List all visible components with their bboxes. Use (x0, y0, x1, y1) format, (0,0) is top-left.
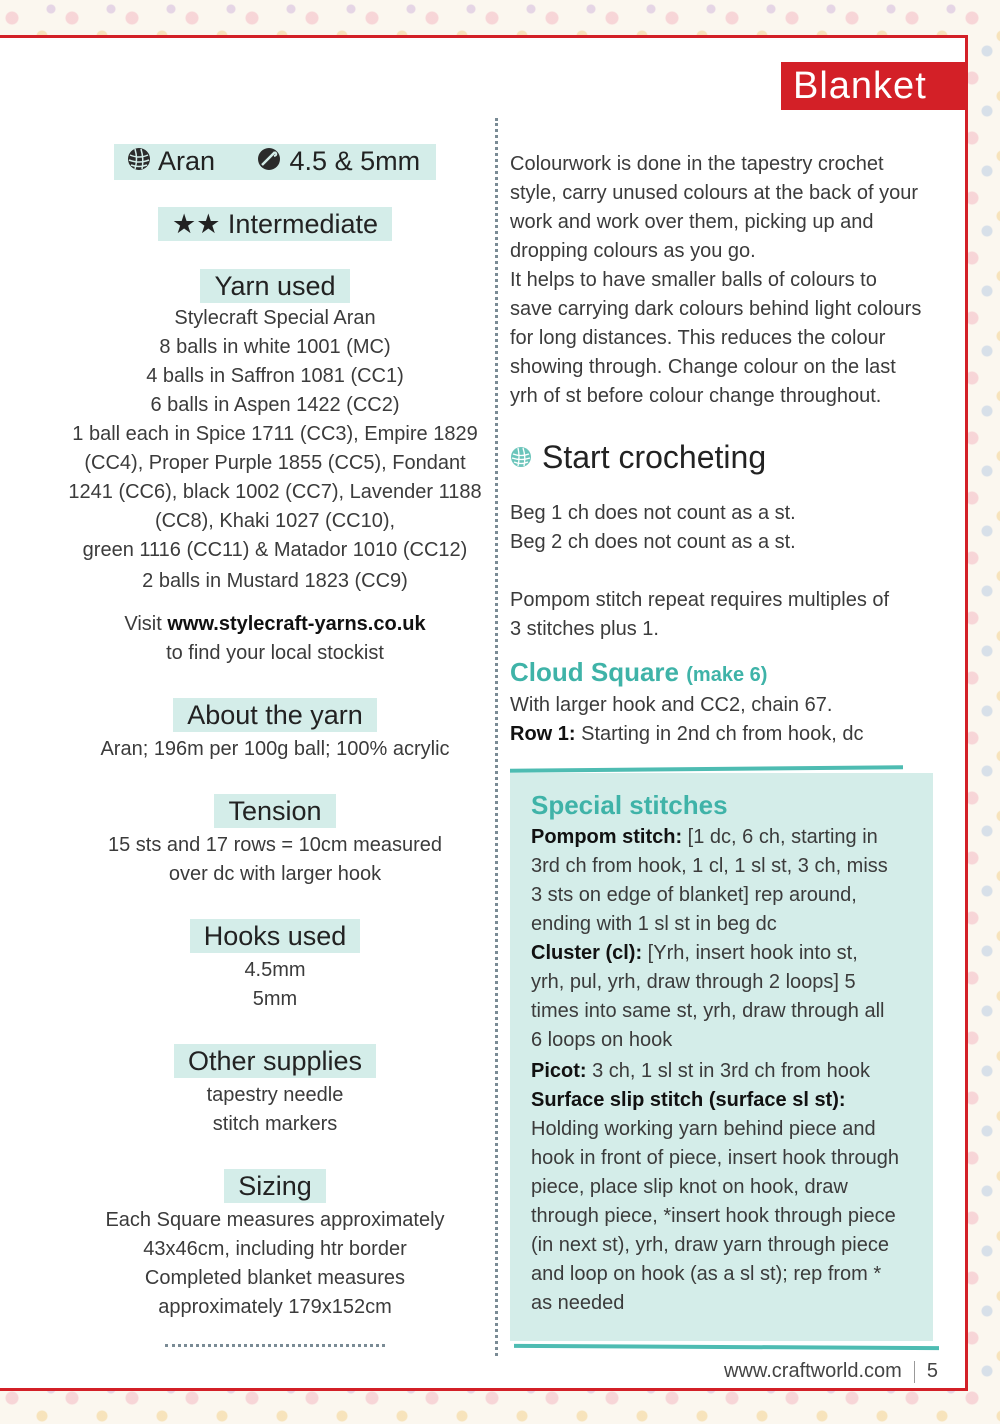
yarn-line: 4 balls in Saffron 1081 (CC1) (146, 364, 404, 387)
surface-slip-stitch (531, 1086, 913, 1318)
yarn-line: 1 ball each in Spice 1711 (CC3), Empire 1829 (72, 422, 478, 445)
difficulty-badge (158, 207, 392, 241)
difficulty-stars: ★★ (171, 208, 221, 239)
surface-label: Surface slip stitch (surface sl st): (531, 1089, 846, 1111)
special-stitches-box (510, 773, 933, 1341)
sizing-line: 43x46cm, including htr border (143, 1237, 407, 1260)
yarn-ball-icon (510, 437, 532, 477)
sizing-line: Completed blanket measures (144, 1266, 406, 1289)
difficulty-label: Intermediate (227, 208, 379, 239)
yarn-hook-badge (114, 144, 436, 180)
hook-line: 4.5mm (244, 958, 306, 981)
page-number: 5 (926, 1360, 938, 1382)
other-supplies-heading: Other supplies (174, 1044, 376, 1078)
cluster-line: times into same st, yrh, draw through all (531, 1000, 885, 1022)
start-note: Beg 2 ch does not count as a st. (510, 531, 796, 553)
cluster-stitch (531, 939, 913, 1055)
about-yarn-heading: About the yarn (173, 698, 377, 732)
intro-line: It helps to have smaller balls of colours to (510, 269, 877, 291)
surface-line: (in next st), yrh, draw yarn through piece (531, 1234, 889, 1256)
start-note: 3 stitches plus 1. (510, 618, 659, 640)
cloud-square-heading (510, 656, 940, 691)
intro-line: dropping colours as you go. (510, 240, 756, 262)
intro-line: work and work over them, picking up and (510, 211, 874, 233)
sizing-heading: Sizing (224, 1169, 326, 1203)
instructions-column (510, 115, 940, 749)
surface-line: and loop on hook (as a sl st); rep from * (531, 1263, 882, 1285)
yarn-line: 8 balls in white 1001 (MC) (159, 335, 391, 358)
pompom-line: [1 dc, 6 ch, starting in (682, 826, 878, 848)
intro-line: for long distances. This reduces the colour (510, 327, 886, 349)
cluster-line: 6 loops on hook (531, 1029, 673, 1051)
pompom-line: ending with 1 sl st in beg dc (531, 913, 777, 935)
stylecraft-link[interactable]: www.stylecraft-yarns.co.uk (167, 612, 426, 635)
surface-line: as needed (531, 1292, 625, 1314)
yarn-line: 2 balls in Mustard 1823 (CC9) (142, 569, 408, 592)
intro-text (510, 150, 940, 411)
cloud-square-row1 (510, 720, 940, 749)
surface-line: Holding working yarn behind piece and (531, 1118, 876, 1140)
intro-line: save carrying dark colours behind light colours (510, 298, 922, 320)
hook-icon (256, 146, 282, 180)
yarn-ball-icon (126, 146, 152, 180)
stockist-note (62, 610, 488, 668)
visit-prefix: Visit (124, 612, 168, 635)
hook-line: 5mm (252, 987, 298, 1010)
special-stitches-heading: Special stitches (531, 790, 728, 820)
cluster-line: [Yrh, insert hook into st, (642, 942, 858, 964)
start-note: Pompom stitch repeat requires multiples of (510, 589, 890, 611)
pompom-stitch (531, 823, 913, 939)
pompom-line: 3 sts on edge of blanket] rep around, (531, 884, 857, 906)
info-column (62, 110, 488, 1347)
cloud-square-make: (make 6) (686, 664, 768, 686)
visit-suffix: to find your local stockist (166, 641, 384, 664)
page-footer (724, 1360, 938, 1383)
tension-line: over dc with larger hook (168, 862, 382, 885)
surface-line: hook in front of piece, insert hook through (531, 1147, 900, 1169)
row-text: Starting in 2nd ch from hook, dc (575, 723, 864, 745)
about-yarn-text: Aran; 196m per 100g ball; 100% acrylic (100, 737, 450, 760)
start-heading-text: Start crocheting (542, 439, 767, 475)
cloud-square-line: With larger hook and CC2, chain 67. (510, 694, 833, 716)
intro-line: yrh of st before colour change throughout. (510, 385, 882, 407)
tension-heading: Tension (214, 794, 335, 828)
cluster-label: Cluster (cl): (531, 942, 643, 964)
yarn-line: green 1116 (CC11) & Matador 1010 (CC12) (82, 538, 468, 561)
hooks-used-heading: Hooks used (190, 919, 361, 953)
yarn-line: 6 balls in Aspen 1422 (CC2) (150, 393, 400, 416)
picot-text: 3 ch, 1 sl st in 3rd ch from hook (586, 1060, 871, 1082)
intro-line: showing through. Change colour on the last (510, 356, 896, 378)
pompom-label: Pompom stitch: (531, 826, 683, 848)
tension-line: 15 sts and 17 rows = 10cm measured (107, 833, 443, 856)
yarn-line: Stylecraft Special Aran (174, 306, 376, 329)
sizing-line: Each Square measures approximately (105, 1208, 445, 1231)
hook-size: 4.5 & 5mm (289, 146, 421, 176)
start-crocheting-heading (510, 437, 940, 477)
cluster-line: yrh, pul, yrh, draw through 2 loops] 5 (531, 971, 856, 993)
footer-url[interactable]: www.craftworld.com (724, 1360, 902, 1382)
intro-line: Colourwork is done in the tapestry crochet (510, 153, 884, 175)
surface-line: through piece, *insert hook through piece (531, 1205, 896, 1227)
yarn-used-list (62, 304, 488, 596)
section-title: Blanket (781, 62, 968, 110)
picot-stitch (531, 1057, 913, 1086)
cloud-square-title: Cloud Square (510, 657, 680, 687)
intro-line: style, carry unused colours at the back of your (510, 182, 918, 204)
surface-line: piece, place slip knot on hook, draw (531, 1176, 848, 1198)
supply-line: tapestry needle (206, 1083, 344, 1106)
dotted-rule (165, 1344, 385, 1347)
picot-label: Picot: (531, 1060, 587, 1082)
row-label: Row 1: (510, 723, 576, 745)
footer-separator (914, 1361, 915, 1383)
yarn-line: (CC4), Proper Purple 1855 (CC5), Fondant (84, 451, 466, 474)
supply-line: stitch markers (212, 1112, 338, 1135)
yarn-line: (CC8), Khaki 1027 (CC10), (154, 509, 396, 532)
yarn-weight: Aran (157, 146, 215, 176)
column-divider (495, 118, 498, 1356)
pompom-line: 3rd ch from hook, 1 cl, 1 sl st, 3 ch, miss (531, 855, 888, 877)
yarn-line: 1241 (CC6), black 1002 (CC7), Lavender 1188 (68, 480, 482, 503)
start-note: Beg 1 ch does not count as a st. (510, 502, 796, 524)
yarn-used-heading: Yarn used (200, 269, 349, 303)
sizing-line: approximately 179x152cm (158, 1295, 392, 1318)
